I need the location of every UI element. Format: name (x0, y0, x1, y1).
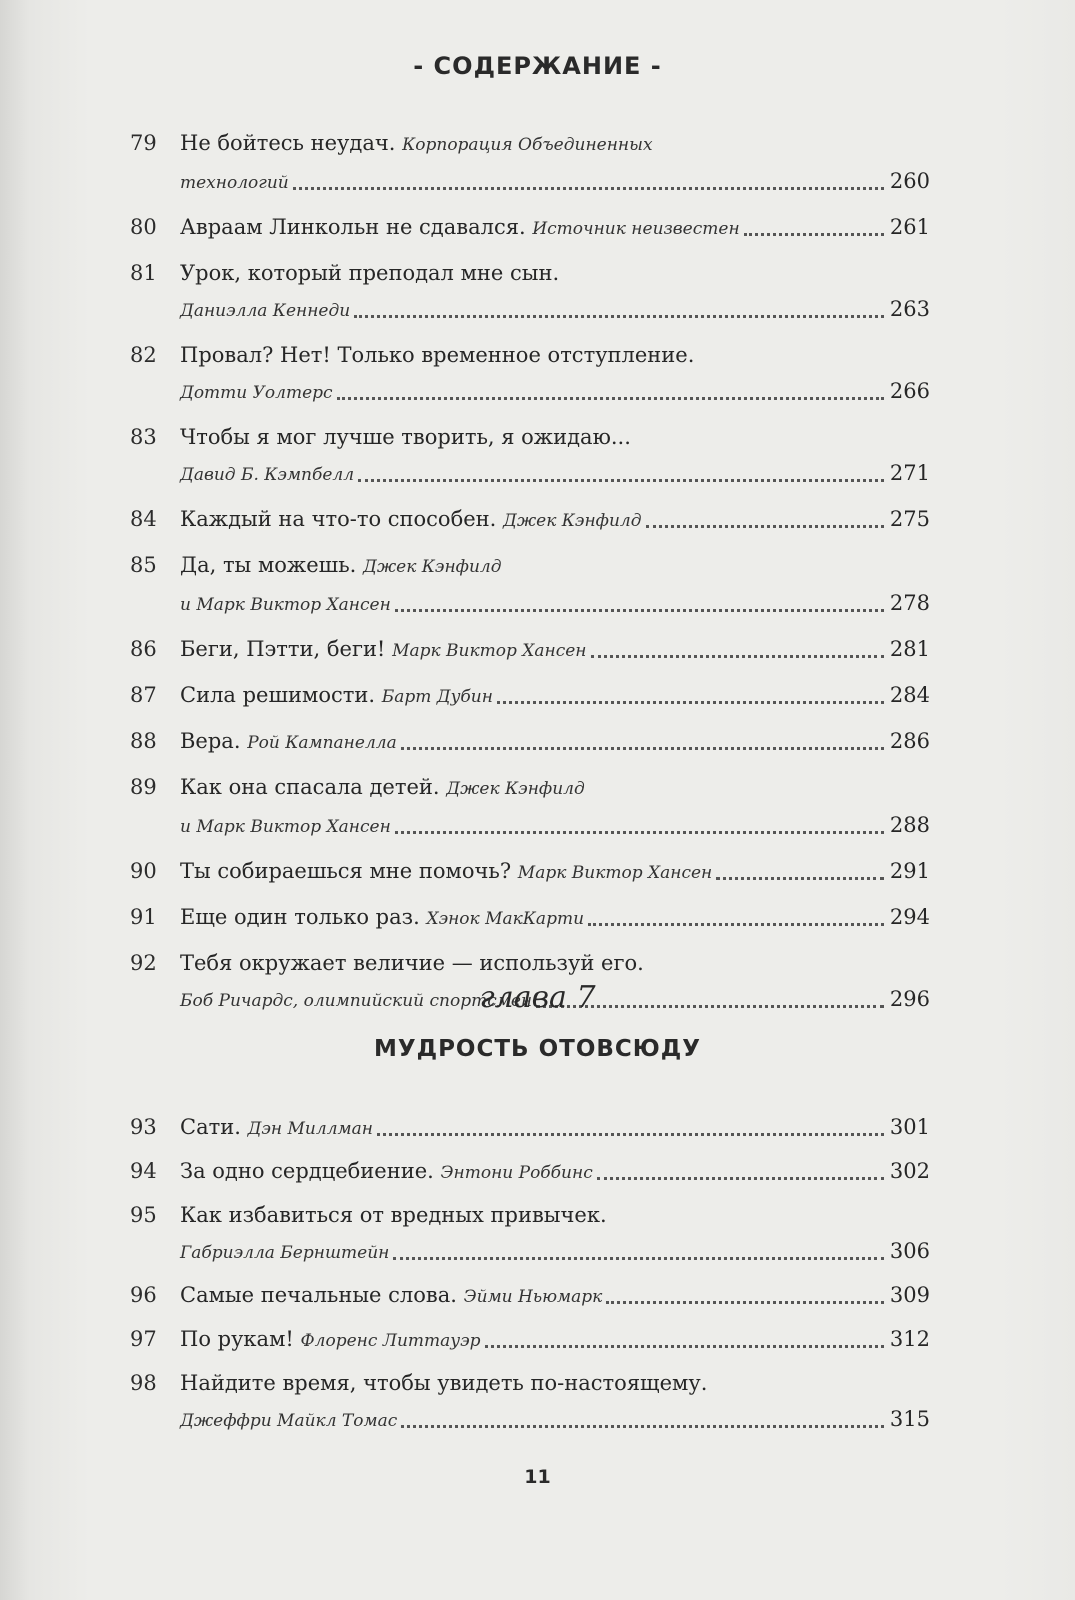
toc-entry (130, 128, 930, 198)
entry-number: 81 (130, 261, 157, 285)
entry-body (180, 422, 930, 490)
entry-author: Хэнок МакКарти (426, 909, 585, 929)
entry-author: Даниэлла Кеннеди (180, 301, 351, 321)
entry-page: 315 (889, 1407, 930, 1431)
entry-author: Барт Дубин (381, 687, 493, 707)
entry-page: 291 (889, 859, 930, 883)
toc-entry (130, 1112, 930, 1144)
dot-leader (497, 701, 884, 704)
dot-leader (591, 655, 884, 658)
entry-number: 90 (130, 859, 157, 883)
entry-number: 80 (130, 215, 157, 239)
entry-title: По рукам! (180, 1327, 294, 1351)
entry-title: Найдите время, чтобы увидеть по-настоящему. (180, 1371, 708, 1395)
entry-body (180, 1156, 930, 1188)
entry-number: 96 (130, 1283, 157, 1307)
entry-page: 260 (889, 169, 930, 193)
entry-number: 82 (130, 343, 157, 367)
entry-title: Как она спасала детей. (180, 775, 440, 799)
entry-number: 85 (130, 553, 157, 577)
entry-page: 312 (889, 1327, 930, 1351)
entry-author: Джеффри Майкл Томас (180, 1411, 398, 1431)
entry-body (180, 1200, 930, 1268)
toc-entry (130, 1280, 930, 1312)
entry-author: и Марк Виктор Хансен (180, 817, 391, 837)
entry-author: Дэн Миллман (247, 1119, 373, 1139)
entry-title: Провал? Нет! Только временное отступление. (180, 343, 695, 367)
dot-leader (354, 315, 884, 318)
entry-line (180, 1404, 930, 1436)
entry-author: Марк Виктор Хансен (392, 641, 587, 661)
entry-page: 281 (889, 637, 930, 661)
entry-line (180, 1112, 930, 1144)
entry-line (180, 810, 930, 842)
entry-line (180, 948, 930, 978)
entry-line (180, 726, 930, 758)
entry-title: Беги, Пэтти, беги! (180, 637, 386, 661)
entry-author: и Марк Виктор Хансен (180, 595, 391, 615)
entry-body (180, 680, 930, 712)
dot-leader (395, 831, 884, 834)
entry-number: 92 (130, 951, 157, 975)
entry-line (180, 1368, 930, 1398)
entry-line (180, 550, 930, 582)
entry-author: Корпорация Объединенных (402, 135, 653, 155)
toc-entry (130, 1368, 930, 1436)
entry-page: 275 (889, 507, 930, 531)
dot-leader (377, 1133, 884, 1136)
toc-entry (130, 772, 930, 842)
entry-line (180, 504, 930, 536)
entry-number: 79 (130, 131, 157, 155)
entry-line (180, 1200, 930, 1230)
entry-line (180, 772, 930, 804)
entry-line (180, 1324, 930, 1356)
entry-author: Источник неизвестен (532, 219, 740, 239)
entry-title: Каждый на что-то способен. (180, 507, 497, 531)
entry-title: За одно сердцебиение. (180, 1159, 434, 1183)
dot-leader (337, 397, 884, 400)
entry-page: 286 (889, 729, 930, 753)
entry-line (180, 856, 930, 888)
entry-line (180, 1156, 930, 1188)
entry-number: 84 (130, 507, 157, 531)
entry-page: 263 (889, 297, 930, 321)
entry-line (180, 458, 930, 490)
entry-title: Урок, который преподал мне сын. (180, 261, 560, 285)
entry-page: 302 (889, 1159, 930, 1183)
entry-line (180, 1280, 930, 1312)
entry-page: 261 (889, 215, 930, 239)
entry-body (180, 128, 930, 198)
entry-page: 278 (889, 591, 930, 615)
entry-line (180, 376, 930, 408)
toc-entry (130, 1324, 930, 1356)
entry-title: Ты собираешься мне помочь? (180, 859, 512, 883)
entry-author: Флоренс Литтауэр (300, 1331, 481, 1351)
entry-line (180, 634, 930, 666)
entry-line (180, 128, 930, 160)
entry-number: 95 (130, 1203, 157, 1227)
entry-page: 284 (889, 683, 930, 707)
toc-entry (130, 1200, 930, 1268)
entry-page: 294 (889, 905, 930, 929)
toc-section-1 (0, 128, 1075, 1030)
entry-number: 83 (130, 425, 157, 449)
entry-page: 306 (889, 1239, 930, 1263)
entry-title: Самые печальные слова. (180, 1283, 457, 1307)
entry-line (180, 166, 930, 198)
entry-author: Джек Кэнфилд (446, 779, 585, 799)
dot-leader (395, 609, 884, 612)
entry-body (180, 856, 930, 888)
entry-line (180, 1236, 930, 1268)
entry-author: Джек Кэнфилд (503, 511, 642, 531)
entry-title: Сати. (180, 1115, 241, 1139)
entry-line (180, 680, 930, 712)
dot-leader (716, 877, 884, 880)
page-number-footer: 11 (524, 1466, 551, 1488)
entry-body (180, 340, 930, 408)
entry-number: 89 (130, 775, 157, 799)
entry-author: Эйми Ньюмарк (463, 1287, 603, 1307)
dot-leader (401, 747, 884, 750)
entry-page: 266 (889, 379, 930, 403)
toc-section-2 (0, 1112, 1075, 1448)
dot-leader (485, 1345, 884, 1348)
entry-page: 309 (889, 1283, 930, 1307)
dot-leader (606, 1301, 884, 1304)
dot-leader (358, 479, 884, 482)
dot-leader (401, 1425, 884, 1428)
entry-title: Как избавиться от вредных привычек. (180, 1203, 607, 1227)
entry-body (180, 550, 930, 620)
entry-title: Чтобы я мог лучше творить, я ожидаю... (180, 425, 631, 449)
dot-leader (393, 1257, 884, 1260)
entry-author: Марк Виктор Хансен (517, 863, 713, 883)
dot-leader (293, 187, 884, 190)
entry-title: Да, ты можешь. (180, 553, 357, 577)
entry-title: Не бойтесь неудач. (180, 131, 396, 155)
dot-leader (597, 1177, 884, 1180)
entry-author: Дотти Уолтерс (180, 383, 333, 403)
chapter-label: глава 7 (479, 980, 596, 1015)
entry-title: Еще один только раз. (180, 905, 420, 929)
entry-author: Энтони Роббинс (440, 1163, 593, 1183)
entry-number: 94 (130, 1159, 157, 1183)
toc-entry (130, 1156, 930, 1188)
running-head: - СОДЕРЖАНИЕ - (413, 52, 662, 80)
entry-line (180, 294, 930, 326)
toc-entry (130, 856, 930, 888)
entry-body (180, 772, 930, 842)
entry-author: Боб Ричардс, олимпийский спортсмен (180, 991, 533, 1011)
entry-body (180, 1324, 930, 1356)
toc-entry (130, 634, 930, 666)
entry-line (180, 340, 930, 370)
toc-entry (130, 902, 930, 934)
entry-number: 91 (130, 905, 157, 929)
toc-entry (130, 340, 930, 408)
entry-number: 97 (130, 1327, 157, 1351)
entry-body (180, 634, 930, 666)
entry-body (180, 1112, 930, 1144)
dot-leader (744, 233, 884, 236)
toc-entry (130, 726, 930, 758)
entry-line (180, 258, 930, 288)
entry-page: 288 (889, 813, 930, 837)
entry-line (180, 212, 930, 244)
entry-number: 88 (130, 729, 157, 753)
entry-number: 98 (130, 1371, 157, 1395)
entry-page: 296 (889, 987, 930, 1011)
entry-body (180, 212, 930, 244)
entry-body (180, 1368, 930, 1436)
chapter-title: МУДРОСТЬ ОТОВСЮДУ (373, 1036, 702, 1062)
entry-number: 87 (130, 683, 157, 707)
entry-author: Джек Кэнфилд (363, 557, 502, 577)
entry-body (180, 504, 930, 536)
entry-author: Давид Б. Кэмпбелл (180, 465, 355, 485)
dot-leader (646, 525, 884, 528)
entry-title: Авраам Линкольн не сдавался. (180, 215, 526, 239)
entry-page: 271 (889, 461, 930, 485)
entry-line (180, 902, 930, 934)
entry-body (180, 1280, 930, 1312)
entry-line (180, 422, 930, 452)
entry-title: Вера. (180, 729, 241, 753)
entry-body (180, 726, 930, 758)
toc-entry (130, 422, 930, 490)
entry-title: Сила решимости. (180, 683, 376, 707)
entry-number: 93 (130, 1115, 157, 1139)
dot-leader (588, 923, 884, 926)
toc-entry (130, 212, 930, 244)
entry-number: 86 (130, 637, 157, 661)
entry-author: Рой Кампанелла (247, 733, 397, 753)
entry-body (180, 902, 930, 934)
entry-author: технологий (180, 173, 289, 193)
toc-entry (130, 550, 930, 620)
entry-title: Тебя окружает величие — используй его. (180, 951, 644, 975)
entry-page: 301 (889, 1115, 930, 1139)
entry-body (180, 258, 930, 326)
entry-author: Габриэлла Бернштейн (180, 1243, 390, 1263)
entry-line (180, 588, 930, 620)
toc-entry (130, 680, 930, 712)
toc-entry (130, 258, 930, 326)
toc-entry (130, 504, 930, 536)
